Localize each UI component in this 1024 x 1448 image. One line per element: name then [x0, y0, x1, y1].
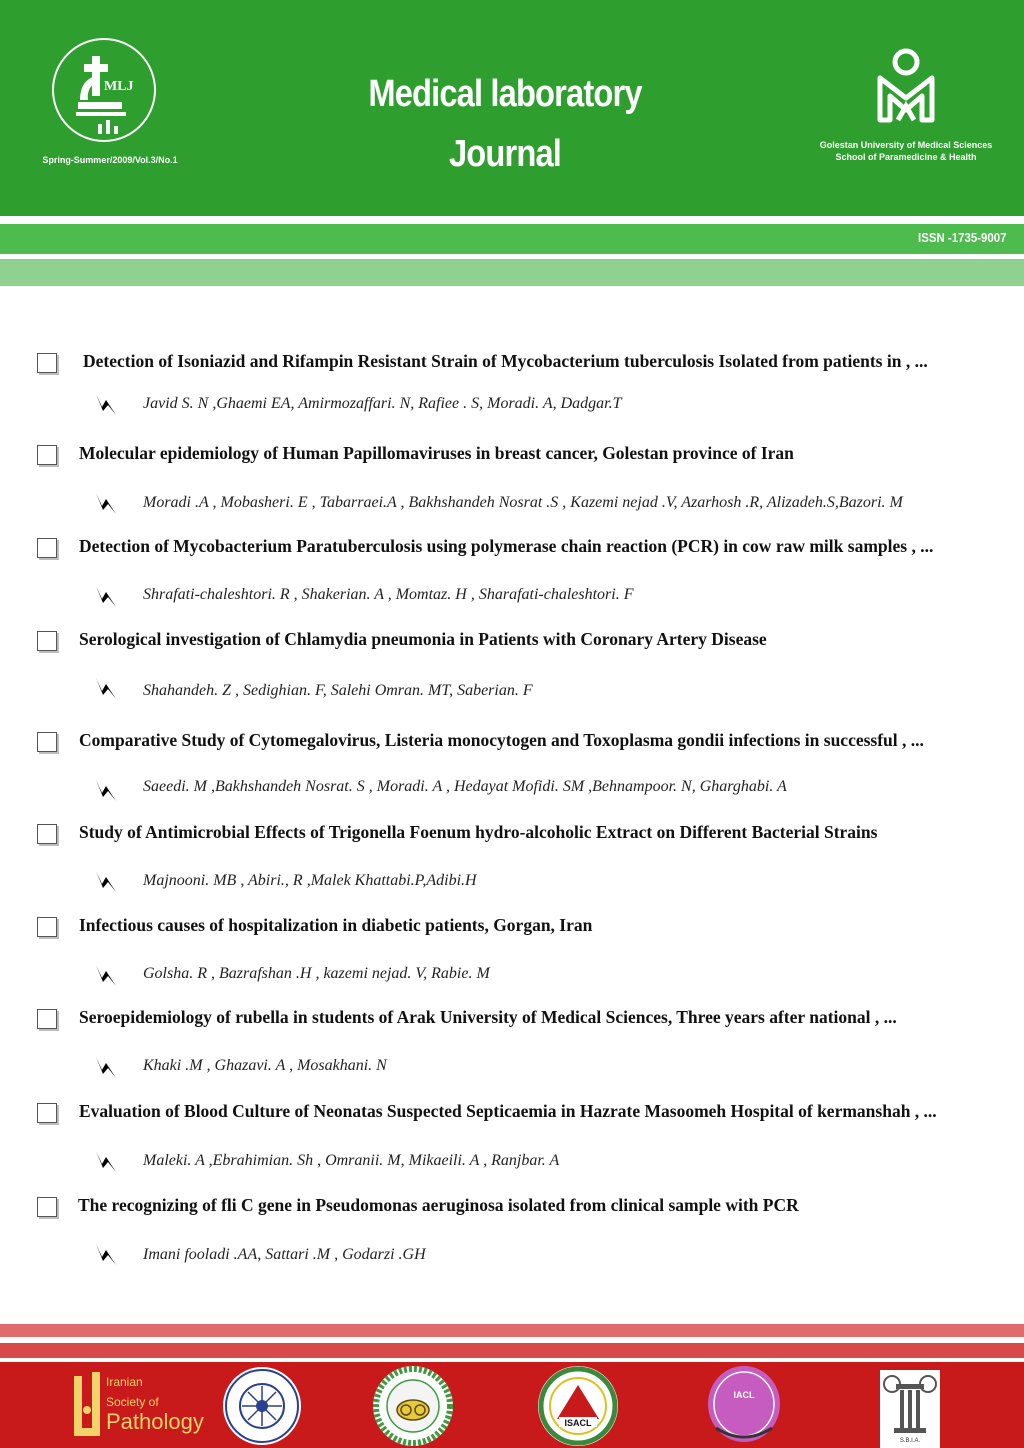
article-title: Infectious causes of hospitalization in diabetic patients, Gorgan, Iran: [79, 915, 593, 935]
article-authors: Javid S. N ,Ghaemi EA, Amirmozaffari. N, Rafiee . S, Moradi. A, Dadgar.T: [143, 395, 622, 412]
article-item: [0, 824, 1024, 914]
article-title: Detection of Isoniazid and Rifampin Resistant Strain of Mycobacterium tuberculosis Isolated from patients in , ...: [83, 351, 928, 371]
article-authors: Saeedi. M ,Bakhshandeh Nosrat. S , Moradi. A , Hedayat Mofidi. SM ,Behnampoor. N, Gharghabi. A: [143, 778, 787, 795]
arrow-down-right-icon: [94, 1148, 118, 1174]
article-title: Study of Antimicrobial Effects of Trigonella Foenum hydro-alcoholic Extract on Different Bacterial Strains: [79, 822, 878, 842]
iacl-seal: [706, 1364, 782, 1446]
logo-initials: MLJ: [104, 79, 134, 94]
article-checkbox[interactable]: [37, 917, 57, 937]
article-item: [0, 917, 1024, 1007]
article-authors: Shrafati-chaleshtori. R , Shakerian. A , Momtaz. H , Sharafati-chaleshtori. F: [143, 586, 634, 603]
article-checkbox[interactable]: [37, 538, 57, 558]
issn-band: [0, 224, 1024, 254]
article-title: Serological investigation of Chlamydia pneumonia in Patients with Coronary Artery Disease: [79, 629, 767, 649]
article-item: [0, 1103, 1024, 1193]
article-checkbox[interactable]: [37, 445, 57, 465]
article-checkbox[interactable]: [37, 824, 57, 844]
article-authors: Imani fooladi .AA, Sattari .M , Godarzi .GH: [143, 1246, 426, 1263]
footer-stripe: [0, 1343, 1024, 1358]
pathology-society-logo: [72, 1370, 104, 1440]
sbia-label: S.B.I.A.: [899, 1438, 921, 1444]
isacl-label: ISACL: [564, 1418, 592, 1428]
arrow-down-right-icon: [94, 391, 118, 417]
article-item: [0, 732, 1024, 822]
university-line2: School of Paramedicine & Health: [835, 152, 977, 162]
university-name: [800, 139, 1012, 163]
iacl-label: IACL: [733, 1390, 755, 1400]
parasitology-society-seal: [222, 1366, 302, 1446]
arrow-down-right-icon: [94, 583, 118, 609]
article-checkbox[interactable]: [37, 1009, 57, 1029]
article-title: Seroepidemiology of rubella in students of Arak University of Medical Sciences, Three years after national , ...: [79, 1007, 897, 1027]
arrow-down-right-icon: [94, 1241, 118, 1267]
decorative-band: [0, 259, 1024, 286]
article-item: [0, 1009, 1024, 1099]
article-checkbox[interactable]: [37, 353, 57, 373]
arrow-down-right-icon: [94, 868, 118, 894]
article-authors: Shahandeh. Z , Sedighian. F, Salehi Omran. MT, Saberian. F: [143, 682, 533, 699]
arrow-down-right-icon: [94, 1054, 118, 1080]
article-item: [0, 538, 1024, 628]
journal-title-line1: Medical laboratory: [368, 73, 642, 115]
arrow-down-right-icon: [94, 962, 118, 988]
sbia-logo: [880, 1370, 940, 1448]
article-title: Evaluation of Blood Culture of Neonatas Suspected Septicaemia in Hazrate Masoomeh Hospital of kermanshah , ...: [79, 1101, 937, 1121]
article-checkbox[interactable]: [37, 631, 57, 651]
university-line1: Golestan University of Medical Sciences: [819, 140, 993, 150]
pathology-society-name: [106, 1372, 204, 1432]
arrow-down-right-icon: [94, 675, 118, 701]
article-title: Detection of Mycobacterium Paratuberculosis using polymerase chain reaction (PCR) in cow raw milk samples , ...: [79, 536, 934, 556]
article-item: [0, 353, 1024, 443]
article-title: The recognizing of fli C gene in Pseudomonas aeruginosa isolated from clinical sample with PCR: [78, 1195, 799, 1215]
pathology-line2: Society of: [106, 1395, 159, 1409]
article-title: Molecular epidemiology of Human Papillomaviruses in breast cancer, Golestan province of Iran: [79, 443, 794, 463]
article-authors: Moradi .A , Mobasheri. E , Tabarraei.A , Bakhshandeh Nosrat .S , Kazemi nejad .V, Azarhosh .R, Alizadeh.S,Bazori. M: [143, 494, 903, 511]
arrow-down-right-icon: [94, 777, 118, 803]
article-authors: Maleki. A ,Ebrahimian. Sh , Omranii. M, Mikaeili. A , Ranjbar. A: [143, 1152, 560, 1169]
medical-society-seal: [370, 1364, 456, 1448]
article-item: [0, 631, 1024, 721]
article-authors: Majnooni. MB , Abiri., R ,Malek Khattabi.P,Adibi.H: [143, 872, 477, 889]
article-checkbox[interactable]: [37, 1197, 57, 1217]
journal-title: [329, 64, 682, 184]
journal-header: [0, 0, 1024, 216]
arrow-down-right-icon: [94, 490, 118, 516]
journal-logo: [52, 38, 156, 142]
isacl-seal: [537, 1365, 619, 1447]
article-title: Comparative Study of Cytomegalovirus, Listeria monocytogen and Toxoplasma gondii infections in successful , ...: [79, 730, 924, 750]
article-authors: Khaki .M , Ghazavi. A , Mosakhani. N: [143, 1057, 387, 1074]
issue-info: Spring-Summer/2009/Vol.3/No.1: [42, 155, 178, 165]
issn: ISSN -1735-9007: [917, 230, 1006, 245]
article-authors: Golsha. R , Bazrafshan .H , kazemi nejad. V, Rabie. M: [143, 965, 490, 982]
pathology-line3: Pathology: [106, 1409, 204, 1434]
article-checkbox[interactable]: [37, 732, 57, 752]
pathology-line1: Iranian: [106, 1375, 143, 1389]
footer-stripe: [0, 1324, 1024, 1337]
article-item: [0, 1197, 1024, 1287]
university-logo: [874, 48, 938, 128]
article-item: [0, 445, 1024, 535]
journal-title-line2: Journal: [448, 133, 562, 175]
article-checkbox[interactable]: [37, 1103, 57, 1123]
